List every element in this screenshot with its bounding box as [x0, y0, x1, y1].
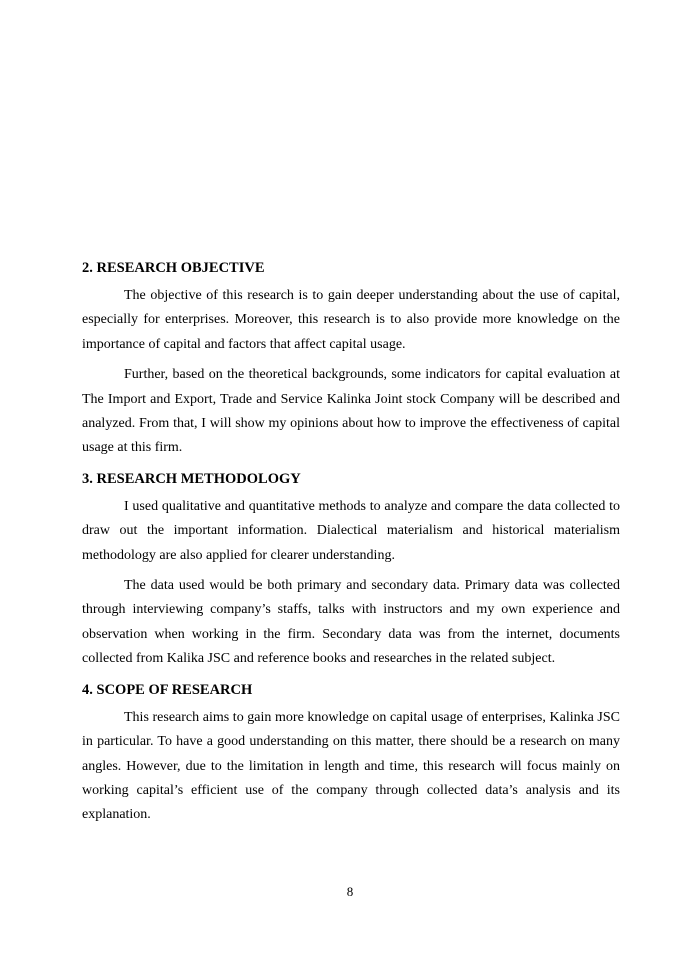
section-heading: 2. RESEARCH OBJECTIVE: [82, 260, 265, 276]
paragraph: This research aims to gain more knowledge on capital usage of enterprises, Kalinka JSC in particular. To have a good understanding on this matter, there should be a research on many angles. However, due to the limitation in length and time, this research will focus mainly on working capital’s efficient use of the company through collected data’s analysis and its explanation.: [82, 709, 620, 823]
page-content: [82, 256, 620, 834]
section-heading: 3. RESEARCH METHODOLOGY: [82, 470, 301, 487]
paragraph: The data used would be both primary and secondary data. Primary data was collected through interviewing company’s staffs, talks with instructors and my own experience and observation when working in the firm. Secondary data was from the internet, documents collected from Kalika JSC and reference books and researches in the related subject.: [82, 578, 620, 667]
section-research-objective: [82, 256, 620, 461]
section-heading: 4. SCOPE OF RESEARCH: [82, 681, 253, 698]
section-scope-of-research: [82, 678, 620, 828]
paragraph: I used qualitative and quantitative methods to analyze and compare the data collected to draw out the important information. Dialectical materialism and historical materialism methodology are also applied for clearer understanding.: [82, 498, 620, 563]
paragraph: Further, based on the theoretical backgrounds, some indicators for capital evaluation at The Import and Export, Trade and Service Kalinka Joint stock Company will be described and analyzed. From that, I will show my opinions about how to improve the effectiveness of capital usage at this firm.: [82, 367, 620, 456]
paragraph: The objective of this research is to gain deeper understanding about the use of capital, especially for enterprises. Moreover, this research is to also provide more knowledge on the importance of capital and factors that affect capital usage.: [82, 288, 620, 352]
section-research-methodology: [82, 467, 620, 672]
page-number: 8: [346, 884, 354, 899]
